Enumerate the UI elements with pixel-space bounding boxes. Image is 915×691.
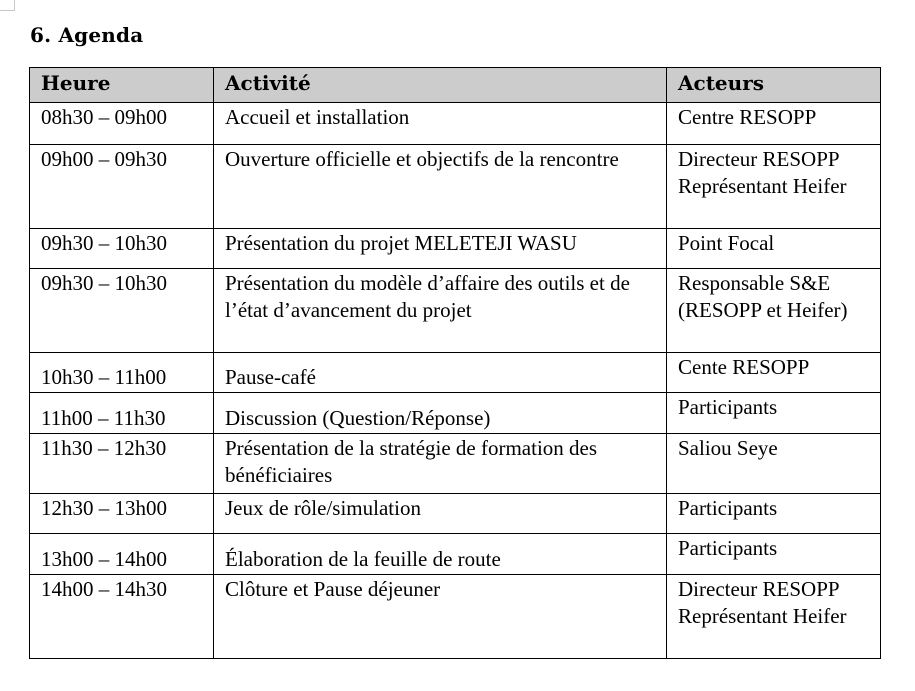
actor-line: Participants bbox=[678, 395, 778, 419]
row-activity: Discussion (Question/Réponse) bbox=[214, 393, 667, 434]
row-actors bbox=[667, 353, 881, 393]
table-row bbox=[30, 353, 881, 393]
row-actors bbox=[667, 575, 881, 659]
row-actors bbox=[667, 494, 881, 534]
page-corner-marker bbox=[0, 0, 15, 11]
row-actors bbox=[667, 434, 881, 494]
row-time: 13h00 – 14h00 bbox=[30, 534, 214, 575]
table-row bbox=[30, 534, 881, 575]
row-activity: Présentation du modèle d’affaire des outils et de l’état d’avancement du projet bbox=[214, 269, 667, 353]
row-actors bbox=[667, 103, 881, 145]
row-activity: Présentation de la stratégie de formation des bénéficiaires bbox=[214, 434, 667, 494]
actor-line: Participants bbox=[678, 496, 778, 520]
actor-line: Représentant Heifer bbox=[678, 604, 847, 628]
actor-line: Directeur RESOPP bbox=[678, 147, 840, 171]
actor-line: Représentant Heifer bbox=[678, 174, 847, 198]
actor-line: Point Focal bbox=[678, 231, 775, 255]
column-header-heure: Heure bbox=[30, 68, 214, 103]
actor-line: Saliou Seye bbox=[678, 436, 778, 460]
row-activity: Jeux de rôle/simulation bbox=[214, 494, 667, 534]
row-activity: Pause-café bbox=[214, 353, 667, 393]
row-time: 12h30 – 13h00 bbox=[30, 494, 214, 534]
section-title: 6. Agenda bbox=[30, 23, 144, 47]
row-time: 14h00 – 14h30 bbox=[30, 575, 214, 659]
table-row bbox=[30, 269, 881, 353]
table-row bbox=[30, 494, 881, 534]
table-row bbox=[30, 434, 881, 494]
table-row bbox=[30, 229, 881, 269]
row-activity: Accueil et installation bbox=[214, 103, 667, 145]
row-activity: Présentation du projet MELETEJI WASU bbox=[214, 229, 667, 269]
row-time: 10h30 – 11h00 bbox=[30, 353, 214, 393]
actor-line: Directeur RESOPP bbox=[678, 577, 840, 601]
column-header-activite: Activité bbox=[214, 68, 667, 103]
actor-line: Cente RESOPP bbox=[678, 355, 810, 379]
row-activity: Clôture et Pause déjeuner bbox=[214, 575, 667, 659]
row-actors bbox=[667, 229, 881, 269]
row-time: 09h30 – 10h30 bbox=[30, 269, 214, 353]
row-activity: Ouverture officielle et objectifs de la rencontre bbox=[214, 145, 667, 229]
row-time: 08h30 – 09h00 bbox=[30, 103, 214, 145]
row-activity: Élaboration de la feuille de route bbox=[214, 534, 667, 575]
row-actors bbox=[667, 145, 881, 229]
actor-line: Centre RESOPP bbox=[678, 105, 817, 129]
actor-line: Responsable S&E (RESOPP et Heifer) bbox=[678, 271, 848, 322]
agenda-table bbox=[29, 67, 881, 659]
row-time: 11h00 – 11h30 bbox=[30, 393, 214, 434]
row-actors bbox=[667, 393, 881, 434]
row-actors bbox=[667, 534, 881, 575]
table-row bbox=[30, 145, 881, 229]
table-row bbox=[30, 103, 881, 145]
table-row bbox=[30, 575, 881, 659]
column-header-acteurs: Acteurs bbox=[667, 68, 881, 103]
actor-line: Participants bbox=[678, 536, 778, 560]
table-header-row bbox=[30, 68, 881, 103]
row-time: 09h30 – 10h30 bbox=[30, 229, 214, 269]
row-time: 09h00 – 09h30 bbox=[30, 145, 214, 229]
row-actors bbox=[667, 269, 881, 353]
table-row bbox=[30, 393, 881, 434]
row-time: 11h30 – 12h30 bbox=[30, 434, 214, 494]
